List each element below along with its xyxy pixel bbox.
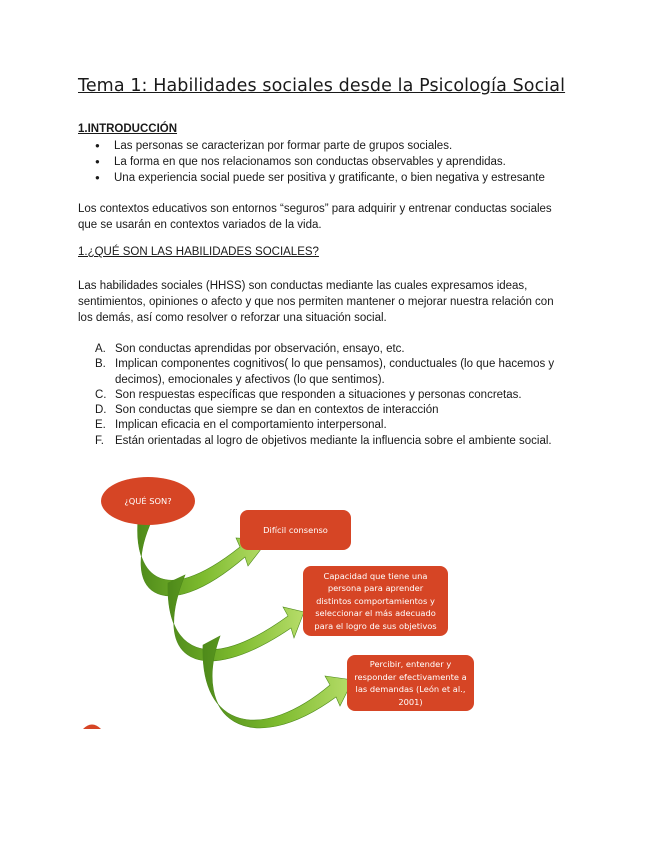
section-heading-introduccion: 1.INTRODUCCIÓN xyxy=(78,123,178,135)
paragraph-line: sentimientos, opiniones o afecto y que nos permiten mantener o mejorar nuestra relación con xyxy=(78,296,554,308)
list-item-text: Implican eficacia en el comportamiento interpersonal. xyxy=(115,419,387,432)
paragraph-line: Los contextos educativos son entornos “seguros” para adquirir y entrenar conductas sociales xyxy=(78,203,552,215)
bullet-item: ● Una experiencia social puede ser positiva y gratificante, o bien negativa y estresante xyxy=(95,170,545,186)
bullet-item: ● La forma en que nos relacionamos son conductas observables y aprendidas. xyxy=(95,154,545,170)
list-item-text: Son respuestas específicas que responden a situaciones y personas concretas. xyxy=(115,388,522,401)
list-letter: B. xyxy=(95,358,106,371)
partial-shape xyxy=(83,725,101,730)
diagram-root-oval: ¿QUÉ SON? xyxy=(101,477,195,525)
list-letter: A. xyxy=(95,343,106,355)
paragraph-line: los demás, así como resolver o reforzar una situación social. xyxy=(78,312,387,324)
paragraph-line: Las habilidades sociales (HHSS) son conductas mediante las cuales expresamos ideas, xyxy=(78,280,528,292)
diagram-box-consenso: Difícil consenso xyxy=(240,510,351,550)
list-letter: E. xyxy=(95,419,106,432)
list-item-text: Implican componentes cognitivos( lo que pensamos), conductuales (lo que hacemos y decimos), emocionales y afectivos (lo que sentimos). xyxy=(115,358,555,386)
list-item-text: Son conductas que siempre se dan en contextos de interacción xyxy=(115,404,439,417)
list-item-text: Están orientadas al logro de objetivos mediante la influencia sobre el ambiente social. xyxy=(115,434,552,447)
diagram-box-percibir: Percibir, entender y responder efectivamente a las demandas (León et al., 2001) xyxy=(347,655,474,711)
bullet-item: ● Las personas se caracterizan por formar parte de grupos sociales. xyxy=(95,138,545,154)
section-heading-que-son: 1.¿QUÉ SON LAS HABILIDADES SOCIALES? xyxy=(78,246,319,258)
document-title: Tema 1: Habilidades sociales desde la Psicología Social xyxy=(78,76,566,96)
paragraph-line: que se usarán en contextos variados de la vida. xyxy=(78,219,322,231)
list-letter: D. xyxy=(95,404,107,417)
list-item-text: Son conductas aprendidas por observación, ensayo, etc. xyxy=(115,343,405,355)
diagram-box-capacidad: Capacidad que tiene una persona para aprender distintos comportamientos y seleccionar el más adecuado para el logro de sus objetivos xyxy=(303,566,448,636)
list-letter: C. xyxy=(95,388,107,401)
list-letter: F. xyxy=(95,434,104,447)
